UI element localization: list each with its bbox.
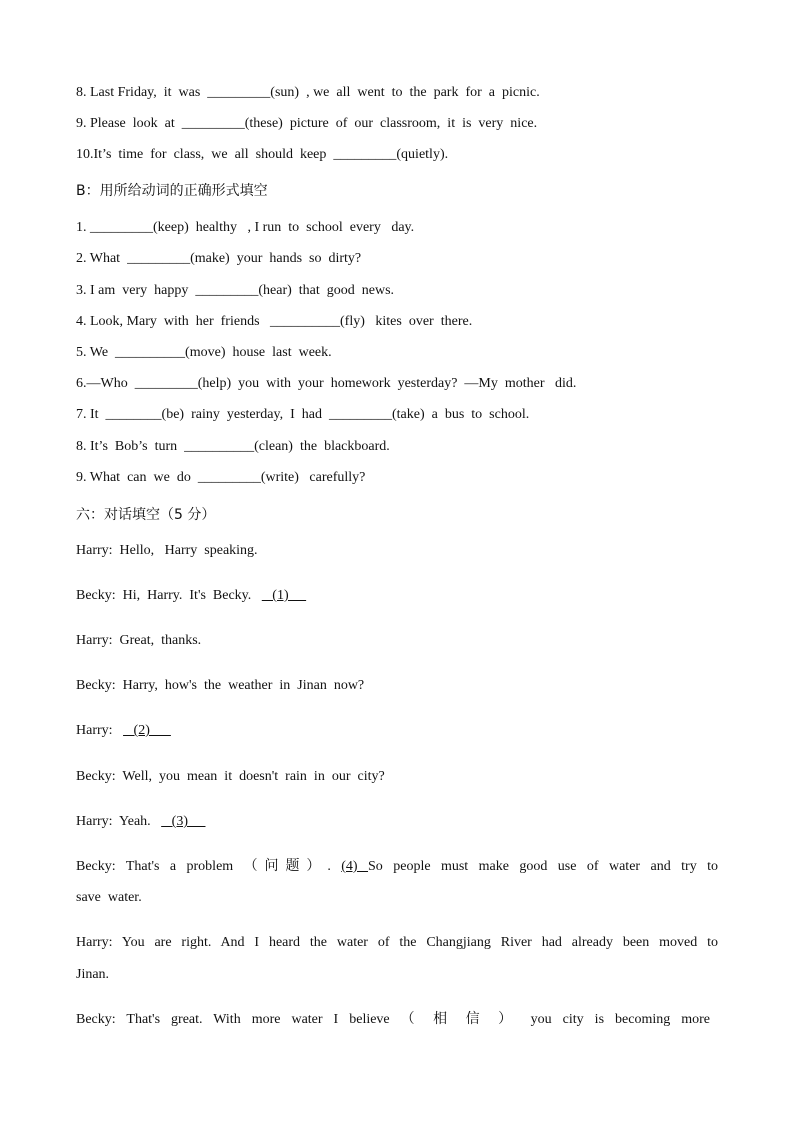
dialogue-line-5	[76, 722, 171, 740]
dialogue-line-8-continued: save water.	[76, 890, 142, 905]
question-a-9: 9. Please look at _________(these) picture of our classroom, it is very nice.	[76, 116, 538, 131]
section-b-title: B：用所给动词的正确形式填空	[76, 183, 268, 199]
dialogue-line-3: Harry: Great, thanks.	[76, 633, 202, 648]
dialogue-line-7-text: Harry: Yeah.	[76, 814, 162, 829]
dialogue-line-5-text: Harry:	[76, 723, 124, 738]
dialogue-line-6: Becky: Well, you mean it doesn't rain in our city?	[76, 769, 385, 784]
question-b-8: 8. It’s Bob’s turn __________(clean) the blackboard.	[76, 439, 390, 454]
dialogue-line-4: Becky: Harry, how's the weather in Jinan now?	[76, 678, 365, 693]
question-b-7: 7. It ________(be) rainy yesterday, I had _________(take) a bus to school.	[76, 407, 530, 422]
dialogue-line-8	[76, 858, 718, 876]
question-b-3: 3. I am very happy _________(hear) that good news.	[76, 283, 395, 298]
question-b-6: 6.—Who _________(help) you with your homework yesterday? —My mother did.	[76, 376, 577, 391]
dialogue-line-8-text: Becky: That's a problem （问题）.	[76, 859, 342, 874]
question-b-5: 5. We __________(move) house last week.	[76, 345, 332, 360]
question-b-1: 1. _________(keep) healthy , I run to school every day.	[76, 220, 415, 235]
dialogue-line-9: Harry: You are right. And I heard the water of the Changjiang River had already been moved to	[76, 935, 718, 950]
question-a-10: 10.It’s time for class, we all should keep _________(quietly).	[76, 147, 449, 162]
dialogue-line-2	[76, 587, 306, 605]
question-b-4: 4. Look, Mary with her friends __________(fly) kites over there.	[76, 314, 473, 329]
question-b-2: 2. What _________(make) your hands so dirty?	[76, 251, 362, 266]
dialogue-line-10: Becky: That's great. With more water I believe （ 相 信 ） you city is becoming more	[76, 1012, 710, 1027]
dialogue-line-7	[76, 813, 205, 831]
blank-3: (3)	[161, 814, 206, 829]
blank-1: (1)	[261, 588, 307, 603]
dialogue-line-8-suffix: So people must make good use of water and try to	[368, 859, 719, 874]
blank-2: (2)	[123, 723, 171, 738]
dialogue-line-2-text: Becky: Hi, Harry. It's Becky.	[76, 588, 262, 603]
blank-4: (4)	[341, 859, 369, 874]
dialogue-line-1: Harry: Hello, Harry speaking.	[76, 543, 258, 558]
dialogue-line-9-continued: Jinan.	[76, 967, 110, 982]
question-b-9: 9. What can we do _________(write) carefully?	[76, 470, 366, 485]
section-six-title: 六：对话填空（5 分）	[76, 507, 216, 523]
question-a-8: 8. Last Friday, it was _________(sun) , we all went to the park for a picnic.	[76, 85, 540, 100]
